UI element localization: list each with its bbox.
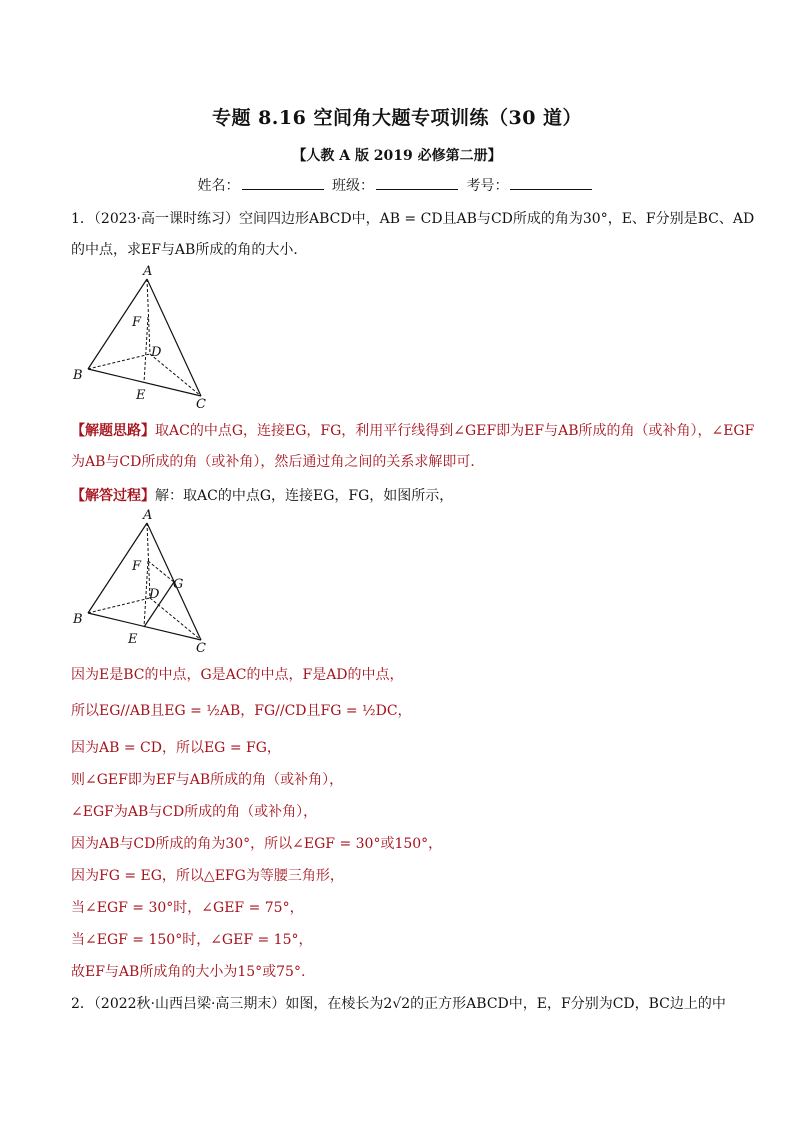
edge-ad-hidden — [147, 279, 150, 354]
fig2-label: F — [132, 559, 142, 574]
name-blank — [242, 177, 324, 190]
problem1-line1: 1．（2023·高一课时练习）空间四边形ABCD中，AB = CD且AB与CD所成的角为30°，E、F分别是BC、AD — [71, 211, 755, 227]
solution-step: 当∠EGF = 30°时，∠GEF = 75°， — [71, 900, 304, 916]
solution-step: 因为AB = CD，所以EG = FG， — [71, 740, 281, 756]
solution-step: 当∠EGF = 150°时，∠GEF = 15°， — [71, 932, 313, 948]
segment-fg-hidden — [148, 561, 174, 582]
fig1-label: B — [73, 368, 83, 383]
solution-step: 因为AB与CD所成的角为30°，所以∠EGF = 30°或150°， — [71, 836, 443, 852]
idea-heading: 【解题思路】 — [71, 423, 155, 439]
fig1-label: D — [151, 345, 162, 360]
student-info-fields — [0, 175, 794, 195]
edge-bd-hidden — [88, 598, 150, 613]
fig2-label: A — [143, 508, 153, 523]
process-heading: 【解答过程】 — [71, 488, 155, 504]
exam-blank — [510, 177, 592, 190]
fig1-label: C — [196, 397, 206, 412]
problem2-line1: 2．（2022秋·山西吕梁·高三期末）如图，在棱长为2√2的正方形ABCD中，E，F分别为CD，BC边上的中 — [71, 996, 726, 1012]
fig2-label: B — [73, 612, 83, 627]
segment-ef-hidden — [144, 561, 148, 627]
class-blank — [376, 177, 458, 190]
solution-step: 因为FG = EG，所以△EFG为等腰三角形， — [71, 868, 344, 884]
page-subtitle: 【人教 A 版 2019 必修第二册】 — [292, 148, 502, 164]
fig2-label: E — [128, 632, 138, 647]
exam-label: 考号： — [466, 178, 509, 194]
name-label: 姓名： — [197, 178, 240, 194]
tetrahedron-figure-2 — [70, 506, 220, 656]
fig1-label: A — [143, 264, 153, 279]
edge-bd-hidden — [88, 354, 150, 369]
process-text: 解：取AC的中点G，连接EG，FG，如图所示， — [155, 488, 454, 504]
idea-line2: 为AB与CD所成的角（或补角），然后通过角之间的关系求解即可． — [71, 454, 485, 470]
idea-line1 — [71, 420, 754, 440]
fig1-label: F — [132, 315, 142, 330]
segment-ef-hidden — [144, 317, 148, 383]
tetrahedron-figure-1 — [70, 262, 220, 412]
class-label: 班级： — [332, 178, 374, 194]
edge-ac — [147, 279, 201, 396]
fig1-label: E — [136, 388, 146, 403]
idea-text1: 取AC的中点G，连接EG，FG，利用平行线得到∠GEF即为EF与AB所成的角（或补角），∠EGF — [155, 423, 755, 439]
problem1-line2: 的中点，求EF与AB所成的角的大小． — [71, 242, 308, 258]
process-line — [71, 485, 453, 505]
solution-step: ∠EGF为AB与CD所成的角（或补角）， — [71, 804, 318, 820]
solution-step: 故EF与AB所成角的大小为15°或75°. — [71, 964, 306, 980]
fig2-label: D — [149, 587, 160, 602]
fig2-label: G — [173, 577, 184, 592]
page-title: 专题 8.16 空间角大题专项训练（30 道） — [211, 107, 583, 129]
solution-step: 所以EG//AB且EG = ½AB，FG//CD且FG = ½DC， — [71, 703, 412, 719]
solution-step: 则∠GEF即为EF与AB所成的角（或补角）， — [71, 772, 344, 788]
solution-step: 因为E是BC的中点，G是AC的中点，F是AD的中点， — [71, 667, 404, 683]
fig2-label: C — [196, 641, 206, 656]
